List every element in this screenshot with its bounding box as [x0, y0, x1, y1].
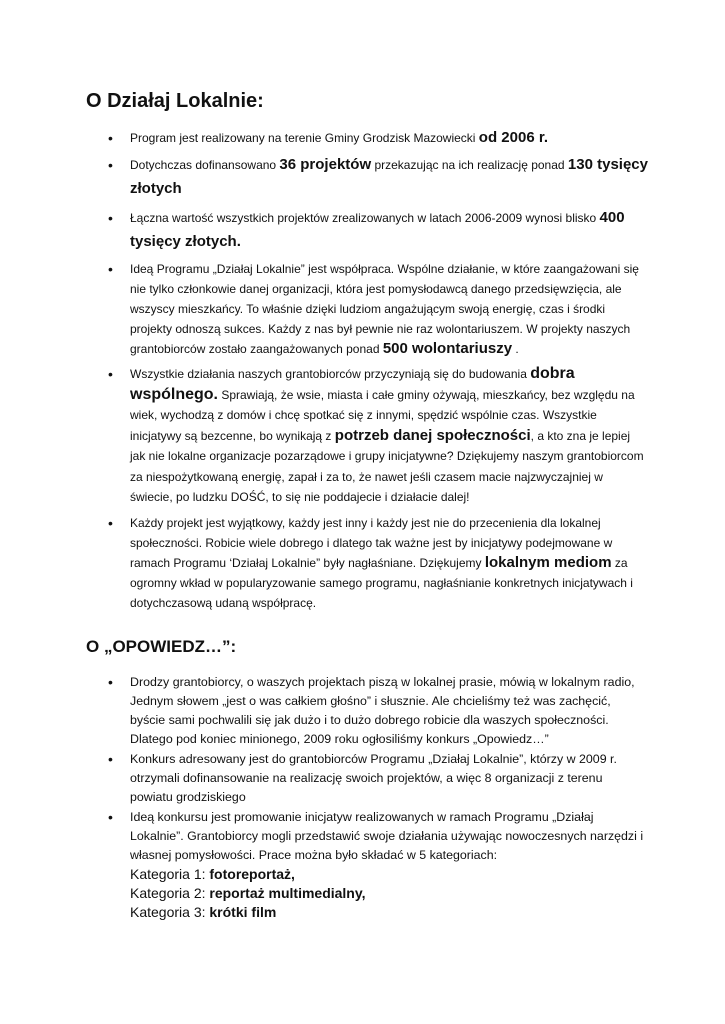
list-item [108, 206, 648, 254]
section-heading-opowiedz: O „OPOWIEDZ…”: [86, 637, 237, 656]
bullet-icon: • [108, 751, 113, 767]
item-text: Sprawiają, że wsie, miasta i całe gminy ożywają, mieszkańcy, bez względu na wiek, wychodzą z domów i chcę spotkać się z innymi, spędzić wspólnie czas. Wszystkie inicjatywy są bezcenne, bo wynikają z [130, 387, 635, 443]
section-heading-dzialaj-lokalnie: O Działaj Lokalnie: [86, 90, 264, 112]
item-bold: od 2006 r. [478, 129, 549, 146]
category-value: fotoreportaż, [209, 866, 295, 882]
bullet-icon: • [108, 514, 113, 531]
item-text: . [512, 342, 519, 356]
bullet-icon: • [108, 261, 113, 277]
list-item [108, 259, 648, 359]
item-text: Drodzy grantobiorcy, o waszych projektach piszą w lokalnej prasie, mówią w lokalnym radio, Jednym słowem „jest o was całkiem głośno” i słusznie. Ale chcieliśmy też was zachęcić, byście sami pochwalili się jak dużo i to dużo dobrego robicie dla waszych społeczności. Dlatego pod koniec minionego, 2009 roku ogłosiliśmy konkurs „Opowiedz…” [130, 675, 635, 746]
bullet-icon: • [108, 674, 113, 690]
item-text: Ideą konkursu jest promowanie inicjatyw realizowanych w ramach Programu „Działaj Lokalnie”. Grantobiorcy mogli przedstawić swoje działania używając nowoczesnych narzędzi i własnej pomysłowości. Prace można było składać w 5 kategoriach: [130, 810, 644, 862]
item-bold: potrzeb danej społeczności [334, 426, 531, 444]
category-item [130, 865, 648, 884]
item-bold: 36 projektów [279, 156, 372, 173]
item-text: Program jest realizowany na terenie Gminy Grodzisk Mazowiecki [130, 131, 479, 145]
item-bold: 130 tysięcy złotych [130, 156, 648, 197]
list-item [108, 128, 648, 148]
category-item [130, 903, 648, 922]
bullet-icon: • [108, 210, 113, 226]
list-item [108, 673, 648, 749]
item-text: Każdy projekt jest wyjątkowy, każdy jest inny i każdy jest nie do przecenienia dla lokalnej społeczności. Robicie wiele dobrego i dlatego tak ważne jest by inicjatywy podejmowane w ramach Programu ‘Działaj Lokalnie” były nagłaśniane. Dziękujemy [130, 515, 613, 570]
category-value: reportaż multimedialny, [209, 885, 366, 901]
bullet-icon: • [108, 130, 113, 146]
item-bold: dobra wspólnego. [130, 365, 575, 403]
list-item [108, 364, 648, 508]
item-bold: 400 tysięcy złotych. [130, 209, 625, 250]
bullet-list-dzialaj-lokalnie [108, 128, 648, 613]
list-item [108, 153, 648, 201]
item-text: Dotychczas dofinansowano [130, 158, 280, 172]
list-item [108, 808, 648, 922]
item-text: , a kto zna je lepiej jak nie lokalne organizacje pozarządowe i grupy inicjatywne? Dziękujemy naszym grantobiorcom za niespożytkowaną energię, zapał i za to, że nawet jeśli czasem macie najzwyczajniej w świecie, po ludzku DOŚĆ, to się nie poddajecie i działacie dalej! [130, 428, 644, 504]
item-bold: lokalnym mediom [484, 553, 612, 571]
item-text: przekazując na ich realizację ponad [371, 158, 568, 172]
item-text: Łączna wartość wszystkich projektów zrealizowanych w latach 2006-2009 wynosi blisko [130, 211, 600, 225]
list-item [108, 750, 648, 807]
category-label: Kategoria 1: [130, 866, 210, 882]
item-text: Konkurs adresowany jest do grantobiorców Programu „Działaj Lokalnie”, którzy w 2009 r. otrzymali dofinansowanie na realizację swoich projektów, a więc 8 organizacji z terenu powiatu grodziskiego [130, 752, 617, 804]
category-label: Kategoria 3: [130, 904, 210, 920]
category-list [130, 865, 648, 922]
category-label: Kategoria 2: [130, 885, 210, 901]
bullet-icon: • [108, 157, 113, 173]
bullet-list-opowiedz [108, 673, 648, 923]
item-text: za ogromny wkład w popularyzowanie samego programu, nagłaśnianie konkretnych inicjatywach i dotychczasową udaną współpracę. [130, 555, 633, 610]
list-item [108, 513, 648, 613]
item-text: Wszystkie działania naszych grantobiorców przyczyniają się do budowania [130, 367, 531, 381]
category-value: krótki film [209, 904, 277, 920]
category-item [130, 884, 648, 903]
bullet-icon: • [108, 366, 113, 382]
item-bold: 500 wolontariuszy [382, 340, 513, 357]
bullet-icon: • [108, 809, 113, 825]
item-text: Ideą Programu „Działaj Lokalnie” jest współpraca. Wspólne działanie, w które zaangażowani się nie tylko członkowie danej organizacji, która jest pomysłodawcą danego przedsięwzięcia, ale wszyscy mieszkańcy. To właśnie dzięki ludziom angażującym swoją energię, czas i środki projekty odnoszą sukces. Każdy z nas był pewnie nie raz wolontariuszem. W projekty naszych grantobiorców zostało zaangażowanych ponad [130, 262, 639, 356]
